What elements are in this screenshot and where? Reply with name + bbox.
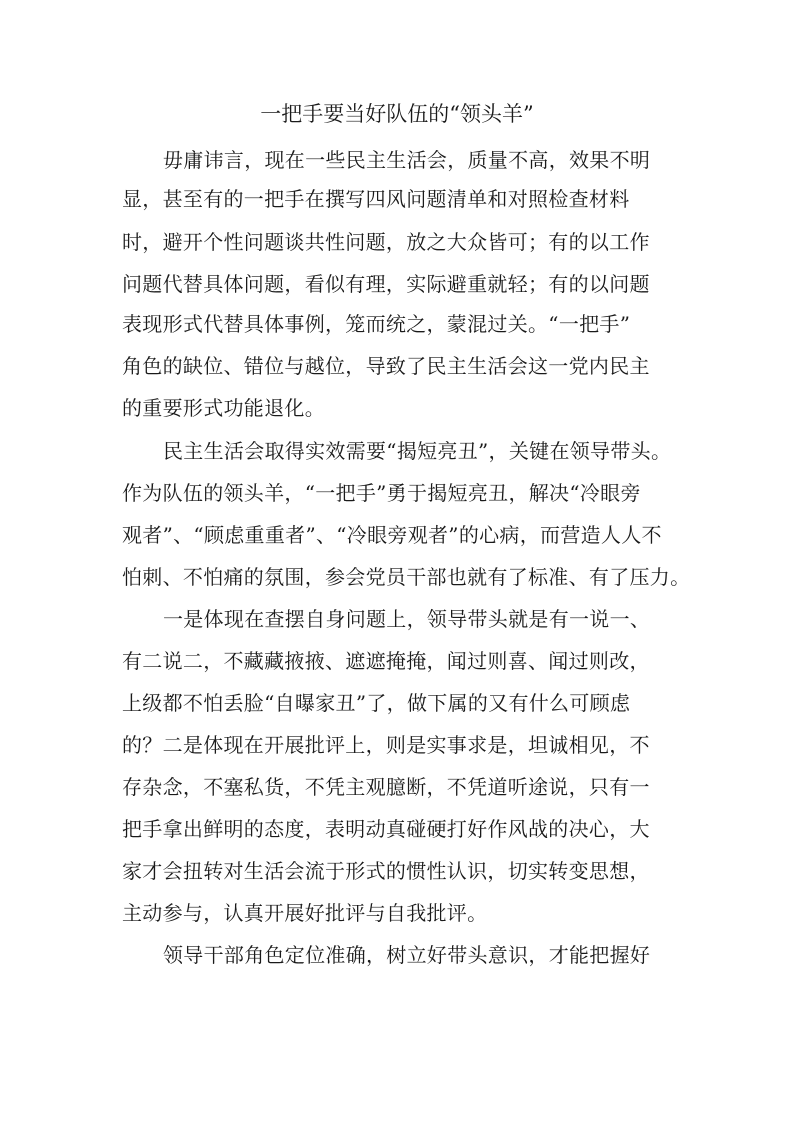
paragraph-3-line-3: 上级都不怕丢脸“自曝家丑”了，做下属的又有什么可顾虑: [122, 691, 631, 715]
paragraph-3-line-1: 一是体现在查摆自身问题上，领导带头就是有一说一、: [163, 607, 651, 631]
paragraph-1-line-3: 时，避开个性问题谈共性问题，放之大众皆可；有的以工作: [122, 230, 650, 254]
paragraph-3-line-8: 主动参与，认真开展好批评与自我批评。: [122, 901, 488, 925]
paragraph-1-line-4: 问题代替具体问题，看似有理，实际避重就轻；有的以问题: [122, 272, 650, 296]
paragraph-2-line-2: 作为队伍的领头羊，“一把手”勇于揭短亮丑，解决“冷眼旁: [122, 481, 641, 505]
paragraph-1-line-6: 角色的缺位、错位与越位，导致了民主生活会这一党内民主: [122, 354, 650, 378]
paragraph-3-line-2: 有二说二，不藏藏掖掖、遮遮掩掩，闻过则喜、闻过则改，: [122, 649, 650, 673]
paragraph-3-line-6: 把手拿出鲜明的态度，表明动真碰硬打好作风战的决心，大: [122, 817, 650, 841]
document-title: 一把手要当好队伍的“领头羊”: [260, 102, 534, 126]
paragraph-2-line-1: 民主生活会取得实效需要“揭短亮丑”，关键在领导带头。: [163, 439, 672, 463]
paragraph-4-line-1: 领导干部角色定位准确，树立好带头意识，才能把握好: [163, 943, 651, 967]
paragraph-3-line-5: 存杂念，不塞私货，不凭主观臆断，不凭道听途说，只有一: [122, 775, 650, 799]
paragraph-1-line-2: 显，甚至有的一把手在撰写四风问题清单和对照检查材料: [122, 187, 630, 211]
paragraph-3-line-4: 的？二是体现在开展批评上，则是实事求是，坦诚相见，不: [122, 733, 650, 757]
paragraph-2-line-3: 观者”、“顾虑重重者”、“冷眼旁观者”的心病，而营造人人不: [122, 523, 662, 547]
paragraph-3-line-7: 家才会扭转对生活会流于形式的惯性认识，切实转变思想，: [122, 859, 650, 883]
paragraph-2-line-4: 怕刺、不怕痛的氛围，参会党员干部也就有了标准、有了压力。: [122, 565, 691, 589]
paragraph-1-line-7: 的重要形式功能退化。: [122, 396, 325, 420]
paragraph-1-line-5: 表现形式代替具体事例，笼而统之，蒙混过关。“一把手”: [122, 312, 631, 336]
paragraph-1-line-1: 毋庸讳言，现在一些民主生活会，质量不高，效果不明: [163, 148, 651, 172]
